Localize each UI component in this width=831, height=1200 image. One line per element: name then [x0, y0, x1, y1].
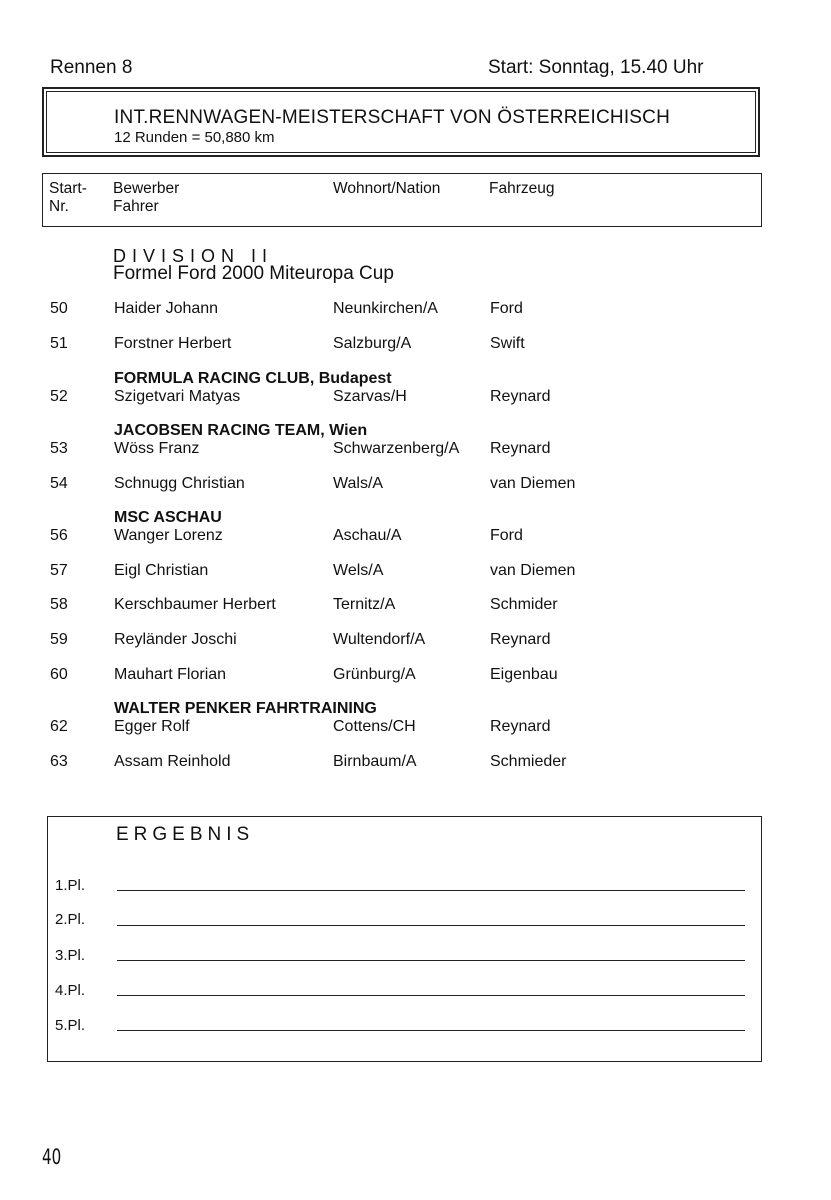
col-bewerber: Bewerber: [113, 180, 180, 197]
entry-driver: Wanger Lorenz: [114, 527, 223, 544]
entry-hometown: Cottens/CH: [333, 718, 416, 735]
place-write-line[interactable]: [117, 960, 745, 961]
entry-row: [0, 562, 831, 584]
entry-start-number: 62: [50, 718, 68, 735]
place-label: 5.Pl.: [55, 1017, 86, 1034]
entry-row: [0, 440, 831, 462]
team-name: MSC ASCHAU: [114, 509, 222, 526]
place-write-line[interactable]: [117, 1030, 745, 1031]
entry-driver: Haider Johann: [114, 300, 219, 317]
division-cup: Formel Ford 2000 Miteuropa Cup: [113, 263, 394, 284]
entry-start-number: 52: [50, 388, 68, 405]
col-fahrer: Fahrer: [113, 198, 159, 215]
entry-start-number: 53: [50, 440, 68, 457]
entry-row: [0, 718, 831, 740]
entry-driver: Mauhart Florian: [114, 666, 227, 683]
place-label: 1.Pl.: [55, 877, 86, 894]
entry-row: [0, 666, 831, 688]
entry-start-number: 60: [50, 666, 68, 683]
col-wohnort: Wohnort/Nation: [333, 180, 441, 197]
page-number: 40: [42, 1145, 62, 1169]
entry-hometown: Aschau/A: [333, 527, 402, 544]
entry-driver: Wöss Franz: [114, 440, 200, 457]
division-name: DIVISION II: [113, 246, 274, 266]
entry-row: [0, 753, 831, 775]
entry-driver: Assam Reinhold: [114, 753, 231, 770]
entry-hometown: Wels/A: [333, 562, 384, 579]
entry-car: Reynard: [490, 440, 551, 457]
entry-driver: Szigetvari Matyas: [114, 388, 241, 405]
entry-car: Reynard: [490, 631, 551, 648]
race-title: INT.RENNWAGEN-MEISTERSCHAFT VON ÖSTERREICHISCH: [114, 107, 671, 128]
result-title: ERGEBNIS: [116, 824, 255, 845]
entry-driver: Egger Rolf: [114, 718, 190, 735]
entry-start-number: 54: [50, 475, 68, 492]
entry-hometown: Schwarzenberg/A: [333, 440, 460, 457]
race-title-box: [42, 87, 760, 157]
entry-driver: Reyländer Joschi: [114, 631, 237, 648]
entry-car: Ford: [490, 527, 523, 544]
entry-row: [0, 335, 831, 357]
col-start-nr-line2: Nr.: [49, 198, 69, 215]
place-write-line[interactable]: [117, 995, 745, 996]
entry-hometown: Wals/A: [333, 475, 384, 492]
entry-row: [0, 388, 831, 410]
place-label: 4.Pl.: [55, 982, 86, 999]
entry-driver: Forstner Herbert: [114, 335, 232, 352]
entry-start-number: 63: [50, 753, 68, 770]
entry-start-number: 57: [50, 562, 68, 579]
entry-start-number: 51: [50, 335, 68, 352]
entry-hometown: Grünburg/A: [333, 666, 416, 683]
entry-car: Swift: [490, 335, 525, 352]
team-name: JACOBSEN RACING TEAM, Wien: [114, 422, 368, 439]
entry-start-number: 58: [50, 596, 68, 613]
place-write-line[interactable]: [117, 890, 745, 891]
team-name: FORMULA RACING CLUB, Budapest: [114, 370, 392, 387]
race-distance: 12 Runden = 50,880 km: [114, 129, 275, 146]
entry-driver: Schnugg Christian: [114, 475, 245, 492]
entry-start-number: 50: [50, 300, 68, 317]
entry-hometown: Neunkirchen/A: [333, 300, 438, 317]
entry-driver: Kerschbaumer Herbert: [114, 596, 276, 613]
entry-car: van Diemen: [490, 562, 576, 579]
entry-row: [0, 475, 831, 497]
start-time: Start: Sonntag, 15.40 Uhr: [488, 57, 704, 78]
entry-car: Reynard: [490, 388, 551, 405]
entry-hometown: Salzburg/A: [333, 335, 412, 352]
entry-start-number: 56: [50, 527, 68, 544]
place-write-line[interactable]: [117, 925, 745, 926]
entry-hometown: Birnbaum/A: [333, 753, 417, 770]
entry-hometown: Wultendorf/A: [333, 631, 426, 648]
entry-driver: Eigl Christian: [114, 562, 209, 579]
entry-row: [0, 596, 831, 618]
entry-car: Schmieder: [490, 753, 567, 770]
entry-row: [0, 300, 831, 322]
col-fahrzeug: Fahrzeug: [489, 180, 555, 197]
team-name: WALTER PENKER FAHRTRAINING: [114, 700, 377, 717]
result-box: [47, 816, 762, 1062]
entry-car: Reynard: [490, 718, 551, 735]
entry-car: Ford: [490, 300, 523, 317]
entry-car: Eigenbau: [490, 666, 558, 683]
place-label: 2.Pl.: [55, 911, 86, 928]
col-start-nr-line1: Start-: [49, 180, 87, 197]
entry-hometown: Szarvas/H: [333, 388, 407, 405]
entry-row: [0, 527, 831, 549]
entry-car: Schmider: [490, 596, 558, 613]
entry-hometown: Ternitz/A: [333, 596, 396, 613]
column-header-box: [42, 173, 762, 227]
entry-start-number: 59: [50, 631, 68, 648]
place-label: 3.Pl.: [55, 947, 86, 964]
entry-car: van Diemen: [490, 475, 576, 492]
race-number: Rennen 8: [50, 57, 133, 78]
entry-row: [0, 631, 831, 653]
